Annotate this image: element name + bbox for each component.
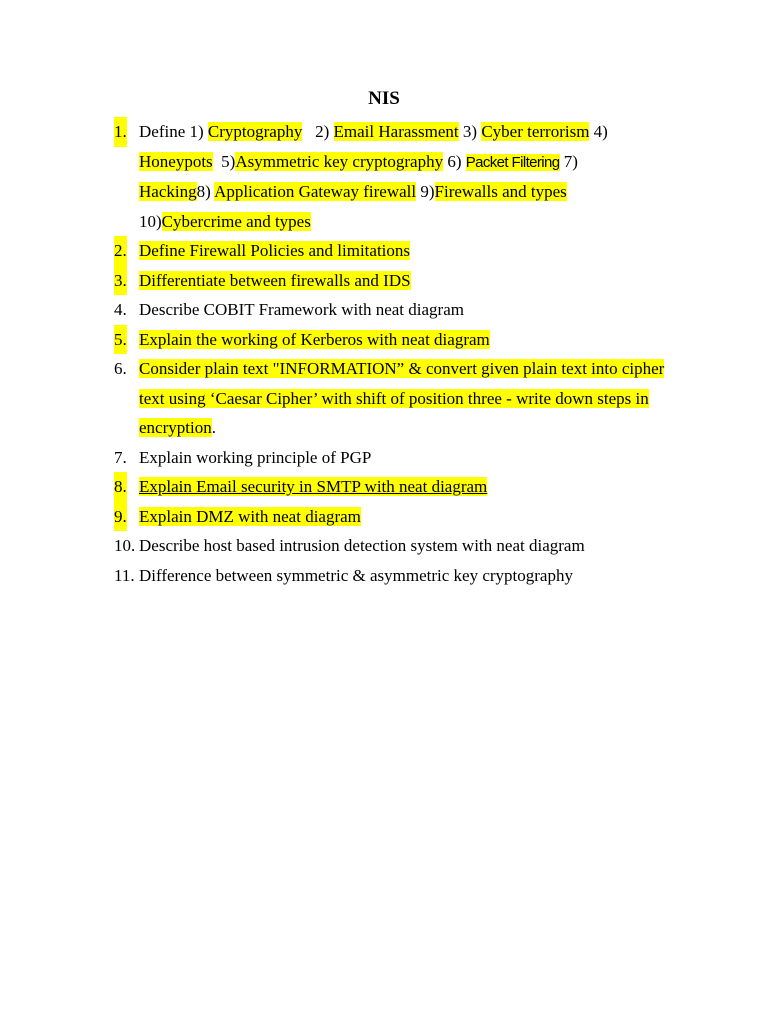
list-item [114, 325, 694, 355]
item-text: 4) [589, 122, 608, 141]
list-item [114, 531, 694, 561]
item-number: 6. [114, 359, 127, 378]
term-application-gateway: Application Gateway firewall [214, 182, 417, 201]
page-title: NIS [368, 88, 400, 109]
list-item [114, 236, 694, 266]
list-item [114, 502, 694, 532]
item-text: Define 1) [139, 122, 208, 141]
question-list [114, 117, 694, 590]
term-email-harassment: Email Harassment [333, 122, 459, 141]
item-text: Differentiate between firewalls and IDS [139, 270, 411, 290]
list-item [114, 561, 694, 591]
item-number: 4. [114, 300, 127, 319]
item-text: 5) [212, 151, 236, 171]
list-item [114, 295, 694, 325]
item-number: 2. [114, 236, 127, 266]
item-text: Describe COBIT Framework with neat diagram [139, 300, 464, 319]
item-text: 7) [559, 151, 578, 171]
item-text: Explain Email security in SMTP with neat diagram [139, 477, 488, 496]
item-number: 3. [114, 266, 127, 296]
item-number: 1. [114, 117, 127, 147]
term-cryptography: Cryptography [207, 122, 303, 141]
item-number: 9. [114, 502, 127, 532]
item-number: 5. [114, 325, 127, 355]
term-hacking: Hacking [139, 182, 197, 201]
item-text: 6) [443, 151, 466, 171]
item-text: 9) [416, 182, 435, 201]
item-text: 10) [139, 211, 162, 231]
list-item [114, 472, 694, 502]
item-text: Describe host based intrusion detection system with neat diagram [139, 536, 585, 555]
item-number: 7. [114, 447, 127, 467]
term-cybercrime-types: Cybercrime and types [161, 211, 311, 231]
list-item [114, 117, 694, 236]
item-text: Explain working principle of PGP [139, 447, 372, 467]
item-text: 3) [458, 122, 482, 141]
item-text: Explain the working of Kerberos with neat diagram [139, 329, 490, 349]
item-number: 8. [114, 472, 127, 502]
item-text: Consider plain text "INFORMATION” & convert given plain text into cipher text using ‘Caesar Cipher’ with shift of position three - write down steps in encryption [139, 359, 665, 437]
item-number: 11. [114, 565, 135, 585]
item-text: Define Firewall Policies and limitations [139, 241, 411, 260]
list-item [114, 354, 694, 443]
item-number: 10. [114, 536, 136, 555]
term-asymmetric-key: Asymmetric key cryptography [235, 151, 444, 171]
term-cyber-terrorism: Cyber terrorism [481, 122, 590, 141]
item-text: Difference between symmetric & asymmetric key cryptography [139, 565, 573, 585]
item-text: 2) [302, 122, 334, 141]
item-suffix: . [211, 418, 216, 437]
list-item [114, 443, 694, 473]
term-firewalls-types: Firewalls and types [434, 182, 567, 201]
item-text: 8) [196, 182, 215, 201]
term-honeypots: Honeypots [139, 151, 213, 171]
term-packet-filtering: Packet Filtering [465, 153, 560, 171]
list-item [114, 266, 694, 296]
item-text: Explain DMZ with neat diagram [139, 506, 361, 526]
